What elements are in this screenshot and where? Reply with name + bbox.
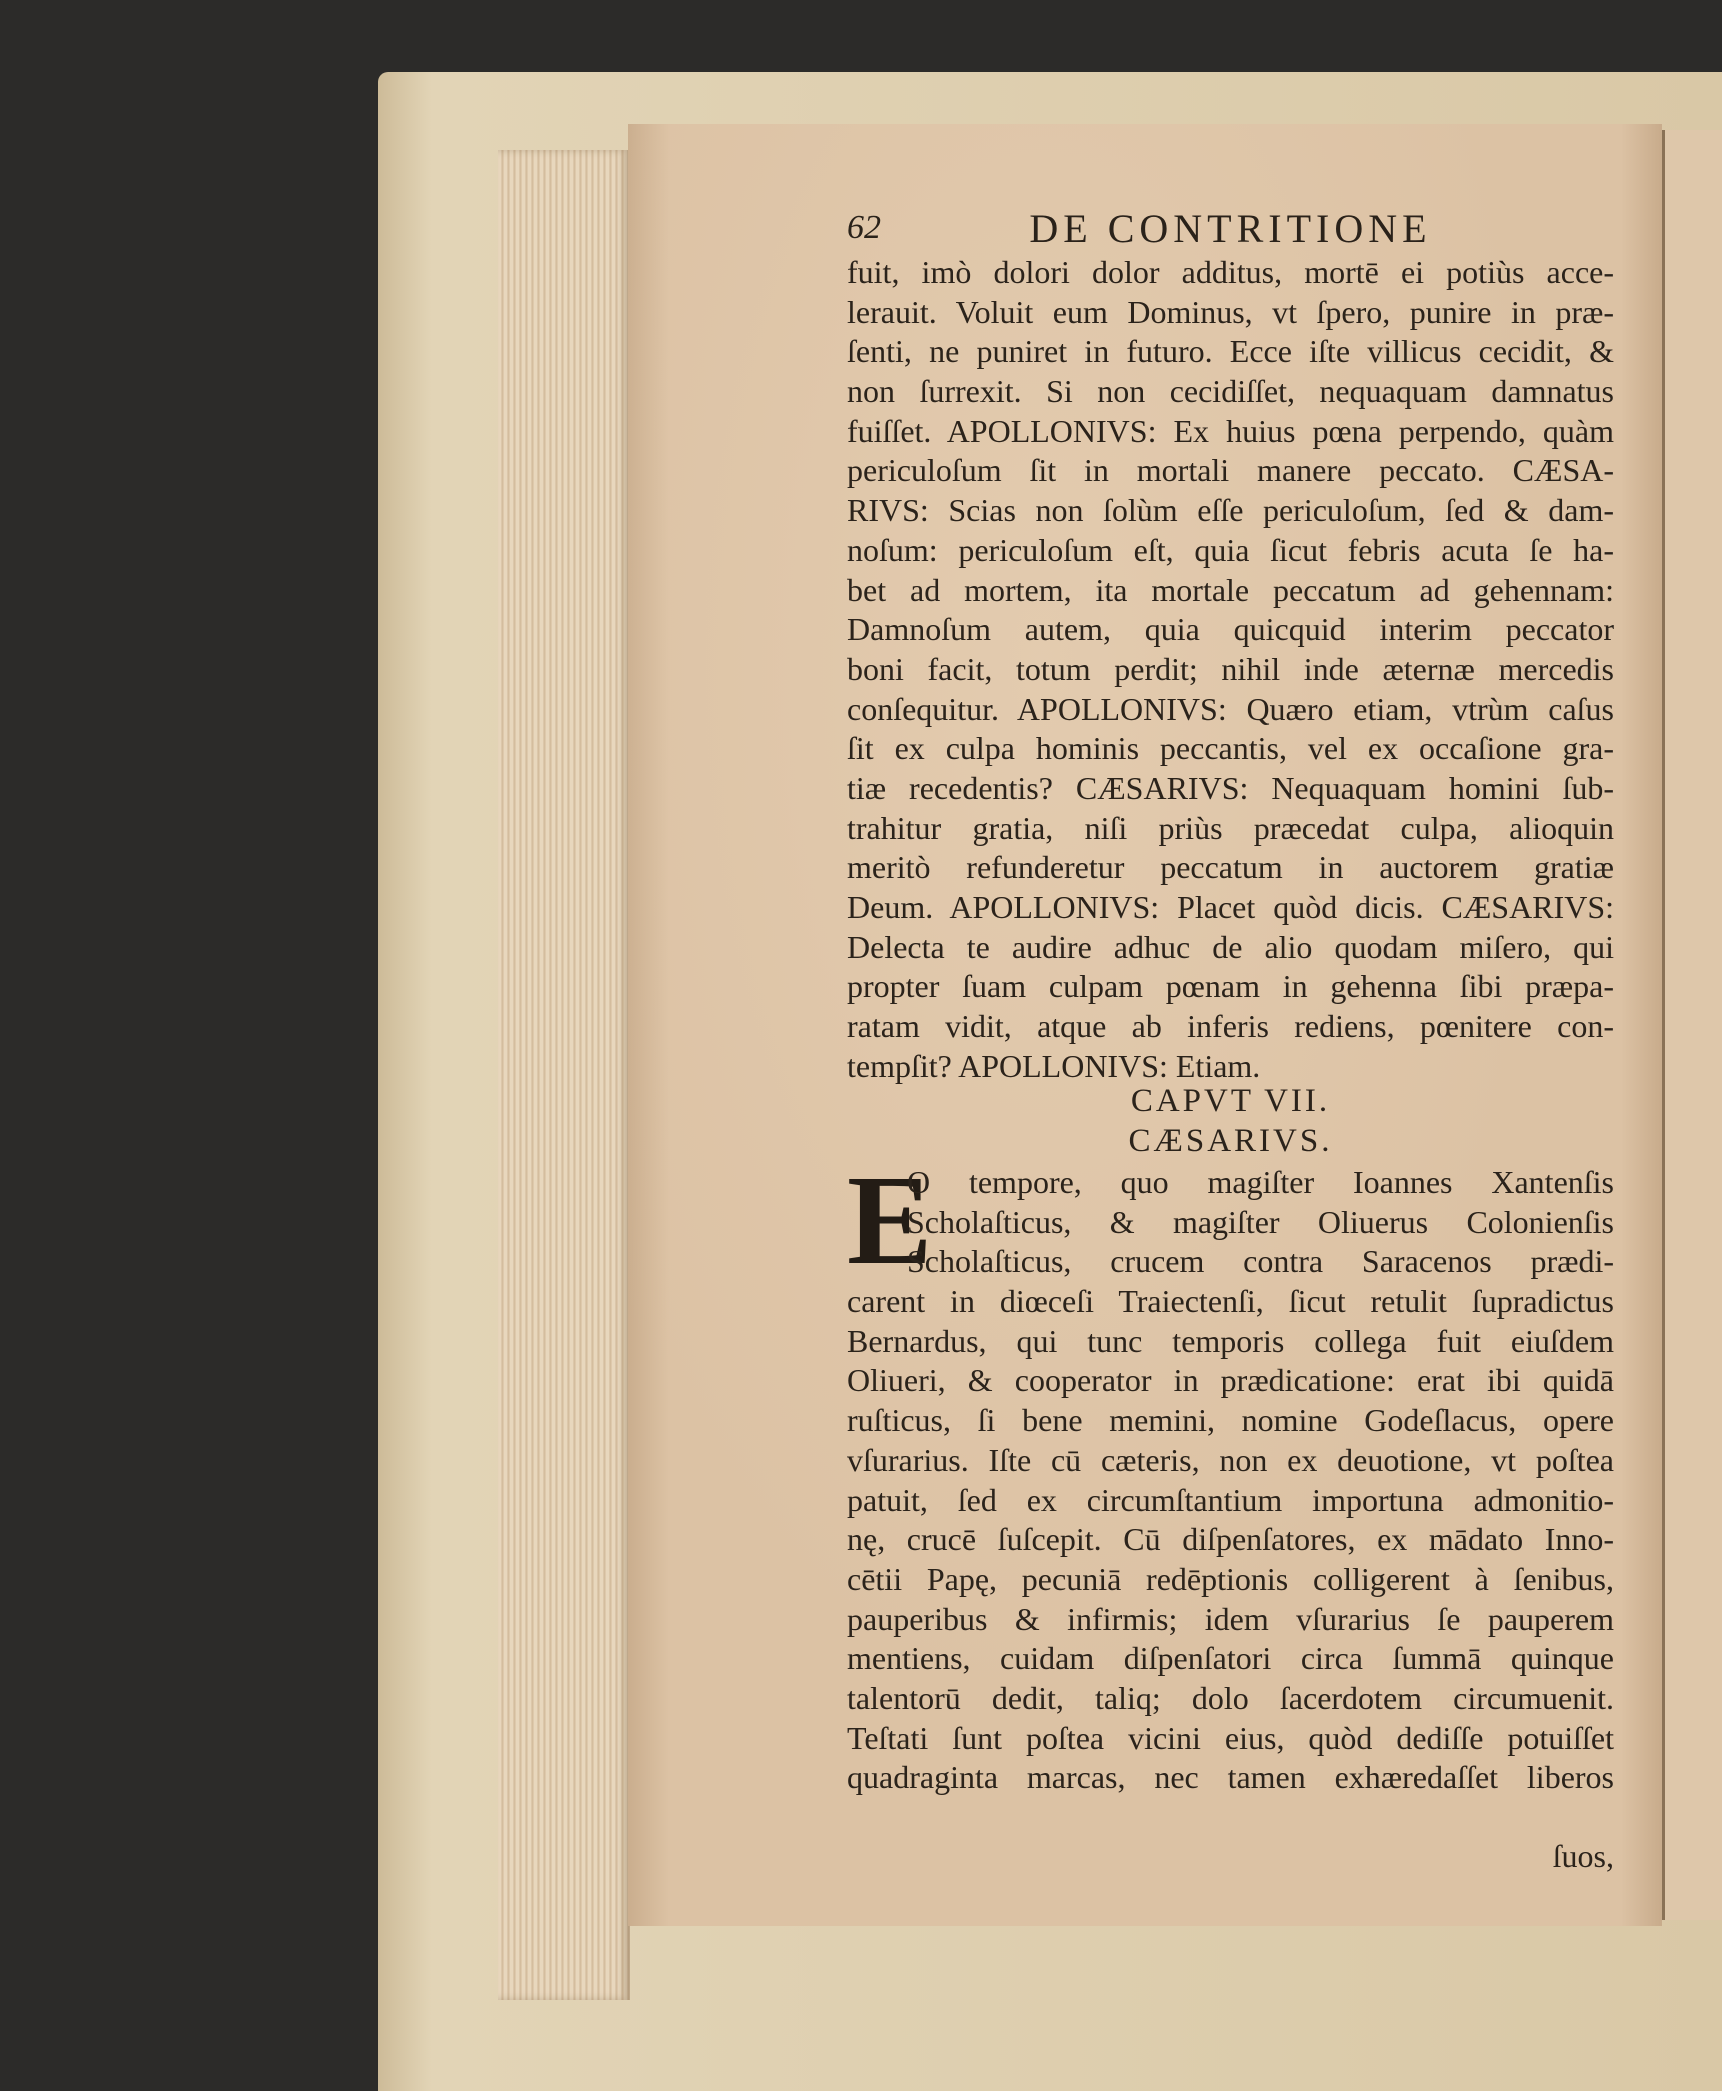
page-number: 62	[847, 209, 881, 246]
text-line: O tempore, quo magiſter Ioannes Xantenſis	[907, 1164, 1614, 1200]
text-line: talentorū dedit, taliq; dolo ſacerdotem circumuenit.	[847, 1679, 1614, 1716]
text-line: carent in diœceſi Traiectenſi, ſicut retulit ſupradictus	[847, 1283, 1614, 1320]
text-line: fuit, imò dolori dolor additus, mortē ei potiùs acce-	[847, 254, 1614, 290]
text-line: vſurarius. Iſte cū cæteris, non ex deuotione, vt poſtea	[847, 1441, 1614, 1478]
text-line: ratam vidit, atque ab inferis rediens, pœnitere con-	[847, 1008, 1614, 1045]
text-line: propter ſuam culpam pœnam in gehenna ſibi præpa-	[847, 968, 1614, 1005]
text-block-dialogue	[847, 253, 1614, 1086]
chapter-title: CAPVT VII.	[1130, 1083, 1331, 1119]
text-line: meritò refunderetur peccatum in auctorem gratiæ	[847, 849, 1614, 886]
running-title: DE CONTRITIONE	[1029, 206, 1432, 251]
facing-page-edge	[1662, 130, 1722, 1920]
drop-cap: E	[847, 1149, 933, 1291]
text-line: nę, crucē ſuſcepit. Cū diſpenſatores, ex mādato Inno-	[847, 1521, 1614, 1558]
text-line: mentiens, cuidam diſpenſatori circa ſummā quinque	[847, 1640, 1614, 1677]
text-line: bet ad mortem, ita mortale peccatum ad gehennam:	[847, 571, 1614, 608]
page-edges	[498, 150, 630, 2000]
text-line: ruſticus, ſi bene memini, nomine Godeſlacus, opere	[847, 1402, 1614, 1439]
text-line: periculoſum ſit in mortali manere peccato. CÆSA-	[847, 452, 1614, 489]
text-line: Oliueri, & cooperator in prædicatione: erat ibi quidā	[847, 1362, 1614, 1399]
text-line: boni facit, totum perdit; nihil inde æternæ mercedis	[847, 650, 1614, 687]
text-line: Bernardus, qui tunc temporis collega fuit eiuſdem	[847, 1322, 1614, 1359]
text-line: Scholaſticus, & magiſter Oliuerus Colonienſis	[907, 1203, 1614, 1240]
text-line: ſit ex culpa hominis peccantis, vel ex occaſione gra-	[847, 730, 1614, 767]
text-line: fuiſſet. APOLLONIVS: Ex huius pœna perpendo, quàm	[847, 412, 1614, 449]
text-line: cētii Papę, pecuniā redēptionis colligerent à ſenibus,	[847, 1560, 1614, 1597]
text-line: noſum: periculoſum eſt, quia ſicut febris acuta ſe ha-	[847, 531, 1614, 568]
text-line: pauperibus & infirmis; idem vſurarius ſe pauperem	[847, 1600, 1614, 1637]
text-line: quadraginta marcas, nec tamen exhæredaſſet liberos	[847, 1759, 1614, 1796]
text-line: Scholaſticus, crucem contra Saracenos prædi-	[907, 1243, 1614, 1280]
catchword: ſuos,	[1552, 1838, 1614, 1874]
text-line: patuit, ſed ex circumſtantium importuna admonitio-	[847, 1481, 1614, 1518]
text-line: trahitur gratia, niſi priùs præcedat culpa, alioquin	[847, 809, 1614, 846]
text-line: RIVS: Scias non ſolùm eſſe periculoſum, ſed & dam-	[847, 492, 1614, 529]
text-line: conſequitur. APOLLONIVS: Quæro etiam, vtrùm caſus	[847, 690, 1614, 727]
text-line: Delecta te audire adhuc de alio quodam miſero, qui	[847, 928, 1614, 965]
text-line: tempſit? APOLLONIVS: Etiam.	[847, 1047, 1261, 1084]
text-line: non ſurrexit. Si non cecidiſſet, nequaquam damnatus	[847, 373, 1614, 410]
page-header	[847, 205, 1614, 253]
text-line: lerauit. Voluit eum Dominus, vt ſpero, punire in præ-	[847, 293, 1614, 330]
chapter-heading	[847, 1082, 1614, 1161]
text-block-chapter	[847, 1163, 1614, 1798]
text-line: Teſtati ſunt poſtea vicini eius, quòd dediſſe potuiſſet	[847, 1719, 1614, 1756]
text-line: tiæ recedentis? CÆSARIVS: Nequaquam homini ſub-	[847, 769, 1614, 806]
text-line: Damnoſum autem, quia quicquid interim peccator	[847, 611, 1614, 648]
text-line: ſenti, ne puniret in futuro. Ecce iſte villicus cecidit, &	[847, 333, 1614, 370]
text-line: Deum. APOLLONIVS: Placet quòd dicis. CÆSARIVS:	[847, 889, 1614, 925]
chapter-speaker: CÆSARIVS.	[1128, 1122, 1333, 1159]
